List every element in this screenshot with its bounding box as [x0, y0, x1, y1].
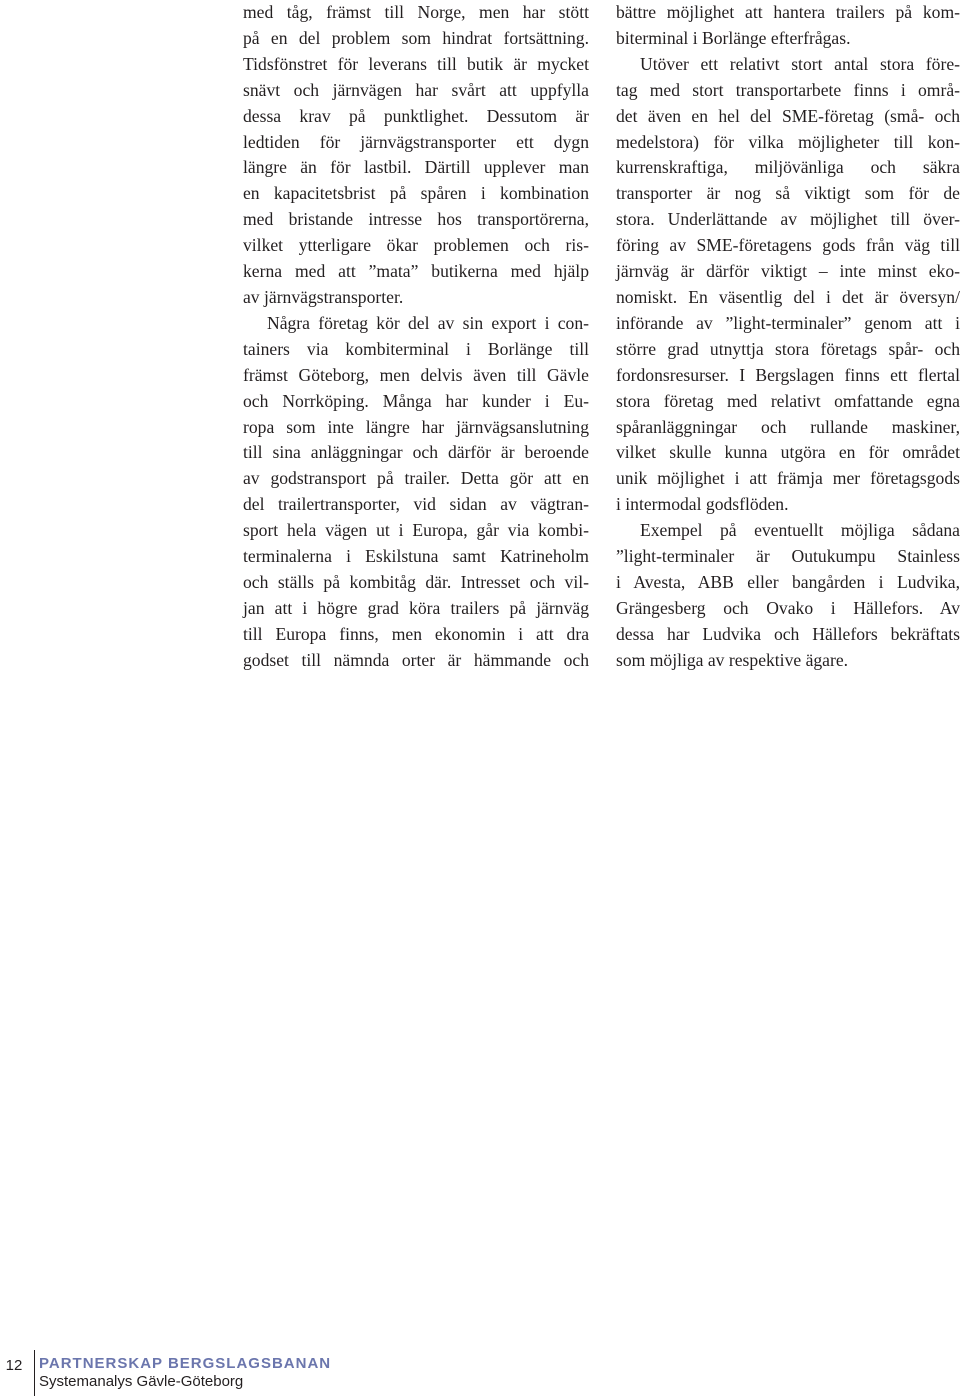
- text-line: jan att i högre grad köra trailers på järnväg: [243, 597, 589, 618]
- text-line: av järnvägstransporter.: [243, 286, 404, 307]
- left-column: [243, 0, 589, 674]
- text-line: en kapacitetsbrist på spåren i kombination: [243, 183, 589, 204]
- text-line: av godstransport på trailer. Detta gör att en: [243, 468, 589, 489]
- text-line: till Europa finns, men ekonomin i att dra: [243, 623, 589, 644]
- text-line: terminalerna i Eskilstuna samt Katrineholm: [243, 546, 589, 567]
- right-column: [616, 0, 960, 674]
- page-number: 12: [5, 1357, 23, 1374]
- text-line: fordonsresurser. I Bergslagen finns ett flertal: [616, 364, 960, 385]
- page-footer: [0, 1340, 960, 1396]
- text-line: spåranläggningar och rullande maskiner,: [616, 416, 960, 437]
- text-line: stora företag med relativt omfattande egna: [616, 390, 960, 411]
- text-line: snävt och järnvägen har svårt att uppfylla: [243, 79, 589, 100]
- text-line: vilket skulle kunna utgöra en för området: [616, 442, 960, 463]
- text-line: på en del problem som hindrat fortsättning.: [243, 27, 589, 48]
- text-line: sport hela vägen ut i Europa, går via kombi-: [243, 520, 589, 541]
- text-line: del trailertransporter, vid sidan av vägtran-: [243, 494, 589, 515]
- text-line: som möjliga av respektive ägare.: [616, 649, 849, 670]
- text-line: kerna med att ”mata” butikerna med hjälp: [243, 261, 589, 282]
- text-line: nomiskt. En väsentlig del i det är översyn/: [616, 286, 960, 307]
- text-line: större grad utnyttja stora företags spår- och: [616, 338, 960, 359]
- text-line: ropa som inte längre har järnvägsanslutning: [243, 416, 589, 437]
- text-line: godset till nämnda orter är hämmande och: [243, 649, 589, 670]
- footer-title: PARTNERSKAP BERGSLAGSBANAN: [39, 1355, 332, 1372]
- text-line: och Norrköping. Många har kunder i Eu-: [243, 390, 589, 411]
- text-line: Tidsfönstret för leverans till butik är mycket: [243, 53, 589, 74]
- text-line: Några företag kör del av sin export i con-: [267, 312, 589, 333]
- text-line: kurrenskraftiga, miljövänliga och säkra: [616, 157, 960, 178]
- text-line: ”light-terminaler är Outukumpu Stainless: [616, 546, 960, 567]
- text-line: medelstora) för vilka möjligheter till kon-: [616, 131, 960, 152]
- text-line: bättre möjlighet att hantera trailers på kom-: [616, 2, 960, 22]
- text-line: stora. Underlättande av möjlighet till över-: [616, 209, 960, 230]
- text-line: dessa har Ludvika och Hällefors bekräftats: [616, 623, 960, 644]
- text-line: i Avesta, ABB eller bangården i Ludvika,: [616, 571, 960, 592]
- text-line: med bristande intresse hos transportörerna,: [243, 209, 589, 230]
- text-line: med tåg, främst till Norge, men har stött: [243, 2, 589, 22]
- text-line: föring av SME-företagens gods från väg till: [616, 235, 960, 256]
- text-line: biterminal i Borlänge efterfrågas.: [616, 27, 851, 48]
- text-line: i intermodal godsflöden.: [616, 494, 789, 515]
- text-line: järnväg är därför viktigt – inte minst eko-: [616, 261, 960, 282]
- text-line: Grängesberg och Ovako i Hällefors. Av: [616, 597, 960, 618]
- text-line: till sina anläggningar och därför är beroende: [243, 442, 589, 463]
- text-line: unik möjlighet i att främja mer företagsgods: [616, 468, 960, 489]
- text-line: det även en hel del SME-företag (små- och: [616, 105, 960, 126]
- footer-divider: [34, 1350, 35, 1396]
- text-line: införande av ”light-terminaler” genom att i: [616, 312, 960, 333]
- text-line: längre än för lastbil. Därtill upplever man: [243, 157, 589, 178]
- text-line: tainers via kombiterminal i Borlänge till: [243, 338, 589, 359]
- footer-subtitle: Systemanalys Gävle-Göteborg: [39, 1373, 244, 1390]
- text-line: Exempel på eventuellt möjliga sådana: [640, 520, 960, 541]
- text-line: och ställs på kombitåg där. Intresset och vil-: [243, 571, 589, 592]
- text-line: dessa krav på punktlighet. Dessutom är: [243, 105, 589, 126]
- text-line: vilket ytterligare ökar problemen och ris-: [243, 235, 589, 256]
- text-line: transporter är nog så viktigt som för de: [616, 183, 960, 204]
- text-line: Utöver ett relativt stort antal stora före-: [640, 53, 960, 74]
- text-line: tag med stort transportarbete finns i områ-: [616, 79, 960, 100]
- text-line: främst Göteborg, men delvis även till Gävle: [243, 364, 589, 385]
- text-line: ledtiden för järnvägstransporter ett dygn: [243, 131, 589, 152]
